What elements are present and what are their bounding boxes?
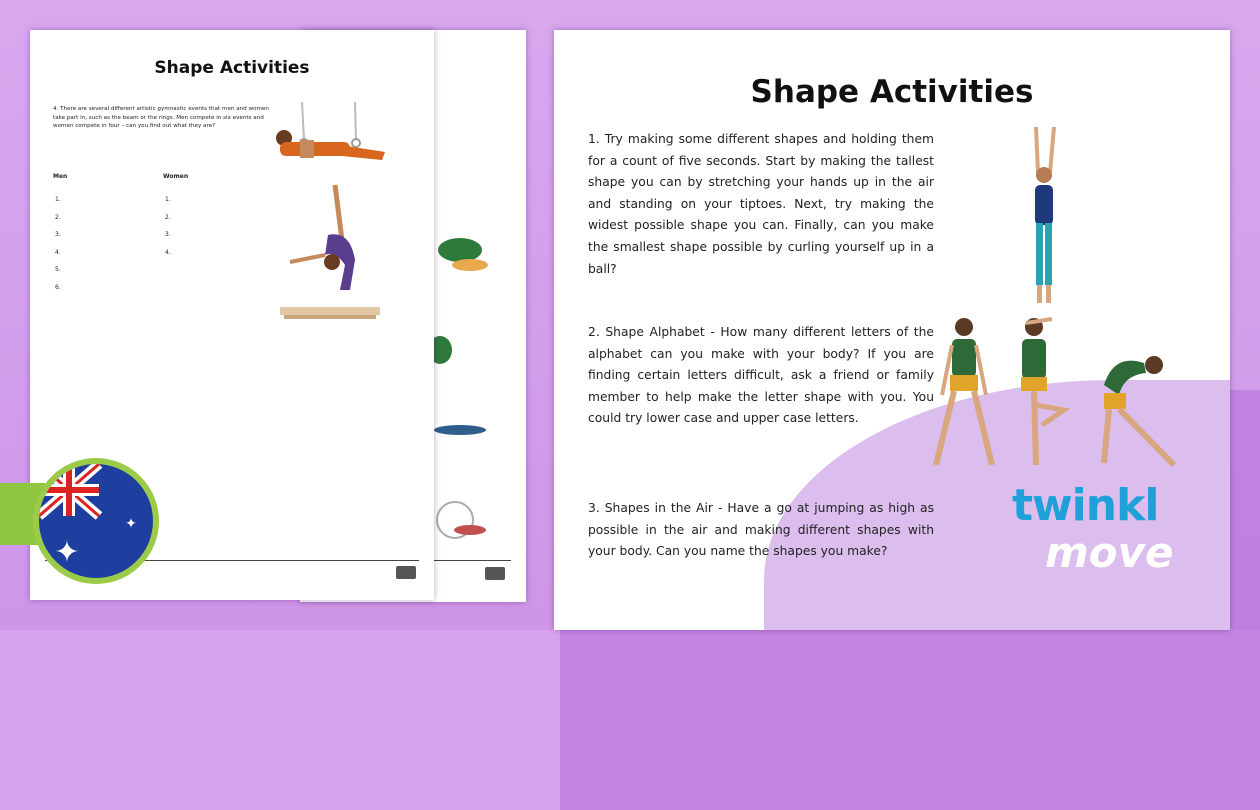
australia-flag-badge (33, 458, 159, 584)
list-item: 2. (165, 213, 171, 221)
women-list (165, 191, 171, 261)
list-item: 3. (165, 231, 171, 238)
activity-3-text: 3. Shapes in the Air - Have a go at jumping as high as possible in the air and making different shapes with your body. Can you name the shapes you make? (588, 501, 934, 559)
page-title: Shape Activities (750, 74, 1034, 110)
list-item: 1. (55, 196, 61, 203)
rings-gymnast-illustration (270, 100, 390, 170)
gymnast-poses-strip (430, 220, 500, 570)
question-paragraph: 4. There are several different artistic gymnastic events that men and women take part in, such as the beam or the rings. Men compete in six events and women compete in four – can you find out what they are? (53, 106, 269, 130)
activity-1-text: 1. Try making some different shapes and holding them for a count of five seconds. Start by making the tallest shape you can by stretching your hands up in the air and standing on your tiptoes. Next, try making the widest possible shape you can. Finally, can you make the smallest shape possible by curling yourself up in a ball? (588, 132, 934, 276)
page-title: Shape Activities (154, 58, 310, 78)
letter-shape-poses-illustration (924, 315, 1184, 475)
men-header: Men (53, 173, 68, 180)
svg-text:✦: ✦ (54, 535, 80, 570)
list-item: 4. (165, 248, 171, 256)
women-header: Women (163, 173, 189, 180)
list-item: 2. (55, 213, 61, 221)
footer-logo (485, 567, 505, 580)
list-item: 4. (55, 248, 61, 256)
list-item: 6. (55, 283, 61, 291)
activity-2-text: 2. Shape Alphabet - How many different letters of the alphabet can you make with your body? If you are finding certain letters difficult, ask a friend or family member to help make the letter shape with you. You could try lower case and upper case letters. (588, 325, 934, 426)
list-item: 3. (55, 231, 61, 238)
flag-icon (39, 464, 153, 578)
move-logo-text: move (1045, 528, 1174, 577)
footer-logo (396, 566, 416, 579)
men-list (55, 191, 61, 296)
stretch-pose-illustration (1014, 125, 1074, 310)
list-item: 1. (165, 196, 171, 203)
svg-text:✦: ✦ (125, 516, 137, 532)
list-item: 5. (55, 266, 61, 273)
twinkl-logo-text: twinkl (1012, 480, 1159, 531)
beam-gymnast-illustration (280, 180, 390, 325)
